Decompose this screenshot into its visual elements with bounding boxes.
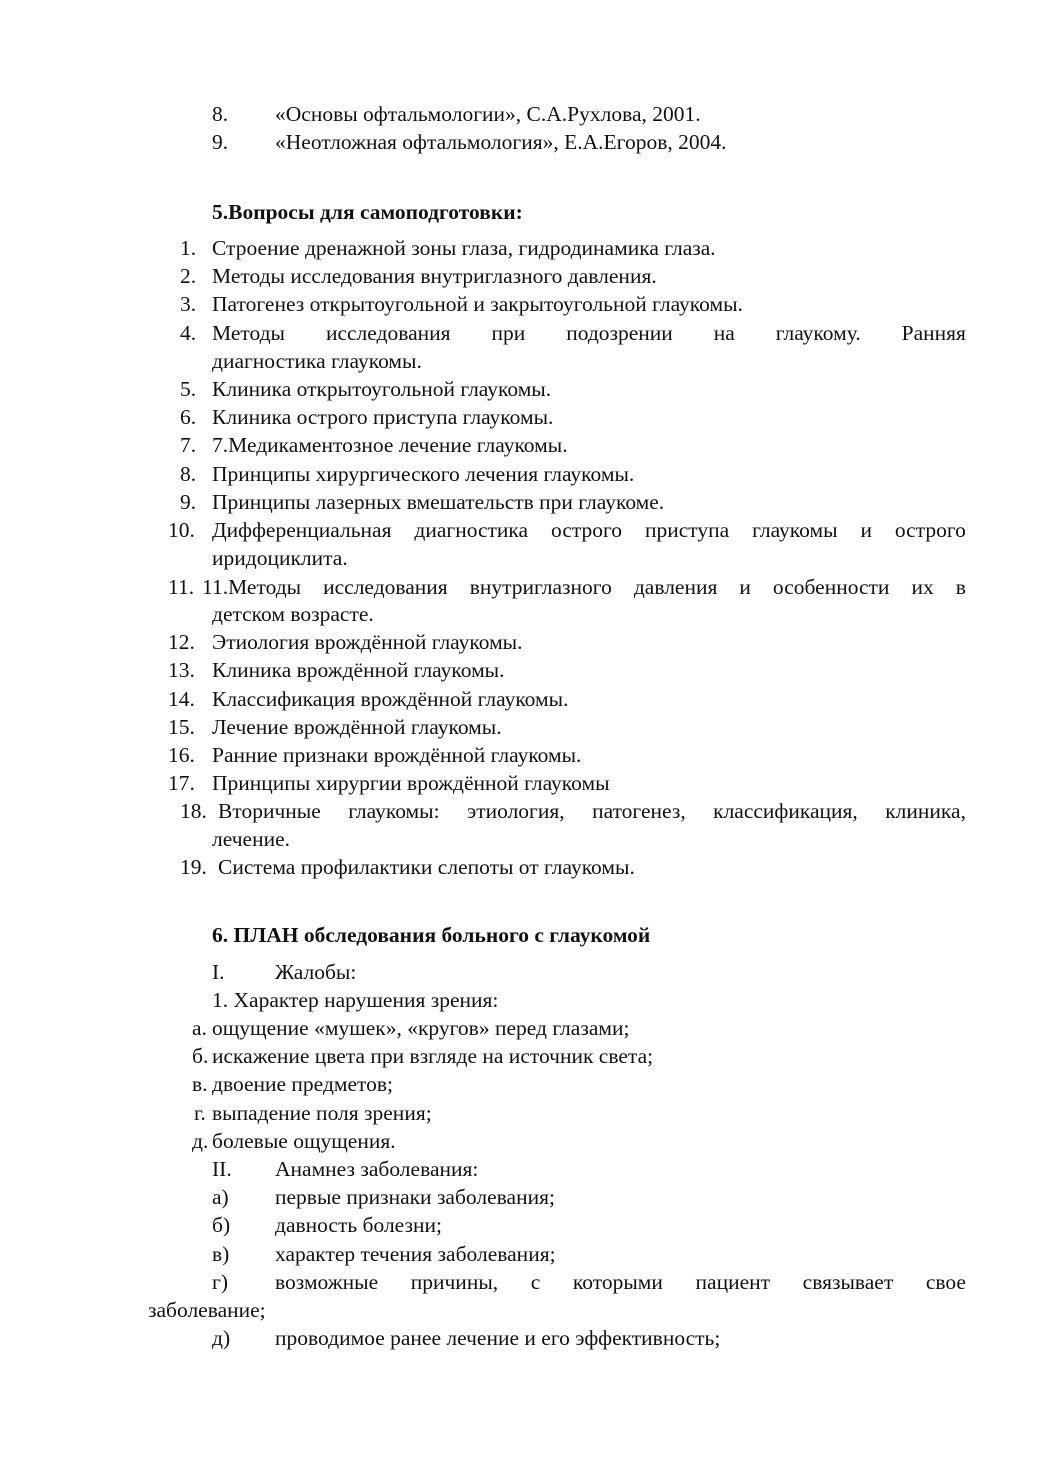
word: Ранняя: [901, 321, 966, 345]
list-item-letter: б): [212, 1213, 231, 1237]
word: исследования: [325, 321, 451, 345]
word: которыми: [572, 1270, 663, 1294]
list-item-continuation: диагностика глаукомы.: [212, 349, 422, 373]
list-item: выпадение поля зрения;: [212, 1101, 432, 1125]
list-item: Принципы лазерных вмешательств при глаукоме.: [212, 490, 665, 514]
word: их: [911, 575, 934, 599]
list-item-letter: г): [212, 1270, 228, 1294]
list-item-letter: б.: [192, 1044, 209, 1068]
word: и: [860, 518, 872, 542]
list-item-number: 4.: [180, 321, 197, 345]
list-item-letter: в.: [192, 1072, 208, 1096]
word: внутриглазного: [469, 575, 612, 599]
word: на: [713, 321, 735, 345]
word: Дифференциальная: [212, 518, 392, 542]
word: подозрении: [566, 321, 673, 345]
reference-text: «Основы офтальмологии», С.А.Рухлова, 2001.: [275, 102, 701, 126]
list-item: искажение цвета при взгляде на источник света;: [212, 1044, 654, 1068]
list-item-number: 9.: [180, 490, 197, 514]
list-item: Этиология врождённой глаукомы.: [212, 630, 523, 654]
list-item: Принципы хирургического лечения глаукомы.: [212, 462, 635, 486]
word: глаукомы:: [348, 799, 440, 823]
list-item-number: 8.: [180, 462, 197, 486]
list-item: Клиника открытоугольной глаукомы.: [212, 377, 552, 401]
list-item-number: 5.: [180, 377, 197, 401]
word: возможные: [275, 1270, 379, 1294]
list-item: давность болезни;: [275, 1213, 442, 1237]
list-item: первые признаки заболевания;: [275, 1185, 555, 1209]
word: приступа: [644, 518, 730, 542]
word: причины,: [410, 1270, 499, 1294]
list-item-letter: д): [212, 1326, 231, 1350]
list-item: 7.Медикаментозное лечение глаукомы.: [212, 433, 568, 457]
list-item-number: 7.: [180, 433, 197, 457]
list-item-continuation: иридоциклита.: [212, 546, 348, 570]
word: свое: [925, 1270, 966, 1294]
reference-number: 9.: [212, 130, 229, 154]
word: особенности: [772, 575, 890, 599]
word: диагностика: [414, 518, 529, 542]
list-item: болевые ощущения.: [212, 1129, 396, 1153]
list-item: ощущение «мушек», «кругов» перед глазами;: [212, 1016, 630, 1040]
list-item-continuation: детском возрасте.: [212, 602, 374, 626]
reference-number: 8.: [212, 102, 229, 126]
subsection-label: Жалобы:: [275, 960, 357, 984]
list-item: [218, 797, 966, 825]
word: связывает: [802, 1270, 894, 1294]
list-item-continuation: заболевание;: [148, 1298, 266, 1322]
word: в: [955, 575, 966, 599]
list-item: [212, 319, 966, 347]
list-item: Классификация врождённой глаукомы.: [212, 687, 569, 711]
word: Вторичные: [218, 799, 321, 823]
list-item-letter: а): [212, 1185, 229, 1209]
list-item: Строение дренажной зоны глаза, гидродинамика глаза.: [212, 236, 716, 260]
list-item: [202, 573, 966, 601]
word: острого: [894, 518, 966, 542]
word: и: [739, 575, 751, 599]
word: этиология,: [466, 799, 565, 823]
list-item: Методы исследования внутриглазного давления.: [212, 264, 657, 288]
list-item-number: 17.: [168, 771, 195, 795]
list-item-number: 15.: [168, 715, 195, 739]
subsection-label: Анамнез заболевания:: [275, 1157, 479, 1181]
word: патогенез,: [592, 799, 686, 823]
list-item-number: 19.: [180, 855, 207, 879]
list-item-number: 13.: [168, 658, 195, 682]
word: глаукомы: [752, 518, 838, 542]
subsection-subtitle: 1. Характер нарушения зрения:: [212, 988, 499, 1012]
word: давления: [633, 575, 718, 599]
reference-text: «Неотложная офтальмология», Е.А.Егоров, 2004.: [275, 130, 727, 154]
list-item-number: 3.: [180, 292, 197, 316]
section-5-title: 5.Вопросы для самоподготовки:: [212, 200, 523, 224]
list-item-number: 18.: [180, 799, 207, 823]
list-item-number: 10.: [168, 518, 195, 542]
word: острого: [551, 518, 623, 542]
word: при: [491, 321, 526, 345]
list-item-continuation: лечение.: [212, 827, 291, 851]
section-6-title: 6. ПЛАН обследования больного с глаукомой: [212, 923, 651, 947]
word: классификация,: [713, 799, 858, 823]
list-item-number: 16.: [168, 743, 195, 767]
list-item-letter: д.: [192, 1129, 209, 1153]
list-item-number: 1.: [180, 236, 197, 260]
word: 11.Методы: [202, 575, 302, 599]
list-item-letter: г.: [194, 1101, 206, 1125]
list-item-number: 11.: [168, 575, 195, 599]
word: глаукому.: [775, 321, 861, 345]
word: пациент: [695, 1270, 771, 1294]
list-item: [275, 1268, 966, 1296]
list-item: характер течения заболевания;: [275, 1242, 556, 1266]
list-item-letter: в): [212, 1242, 230, 1266]
list-item-number: 12.: [168, 630, 195, 654]
list-item: проводимое ранее лечение и его эффективность;: [275, 1326, 721, 1350]
word: с: [530, 1270, 541, 1294]
list-item: [212, 516, 966, 544]
list-item: двоение предметов;: [212, 1072, 394, 1096]
list-item: Клиника острого приступа глаукомы.: [212, 405, 554, 429]
list-item-number: 2.: [180, 264, 197, 288]
list-item-letter: а.: [192, 1016, 207, 1040]
list-item: Патогенез открытоугольной и закрытоугольной глаукомы.: [212, 292, 743, 316]
roman-numeral: I.: [212, 960, 225, 984]
list-item: Система профилактики слепоты от глаукомы.: [218, 855, 635, 879]
list-item: Лечение врождённой глаукомы.: [212, 715, 502, 739]
word: Методы: [212, 321, 286, 345]
word: исследования: [323, 575, 448, 599]
list-item: Клиника врождённой глаукомы.: [212, 658, 505, 682]
list-item-number: 14.: [168, 687, 195, 711]
roman-numeral: II.: [212, 1157, 232, 1181]
list-item: Принципы хирургии врождённой глаукомы: [212, 771, 610, 795]
list-item-number: 6.: [180, 405, 197, 429]
word: клиника,: [885, 799, 966, 823]
list-item: Ранние признаки врождённой глаукомы.: [212, 743, 582, 767]
